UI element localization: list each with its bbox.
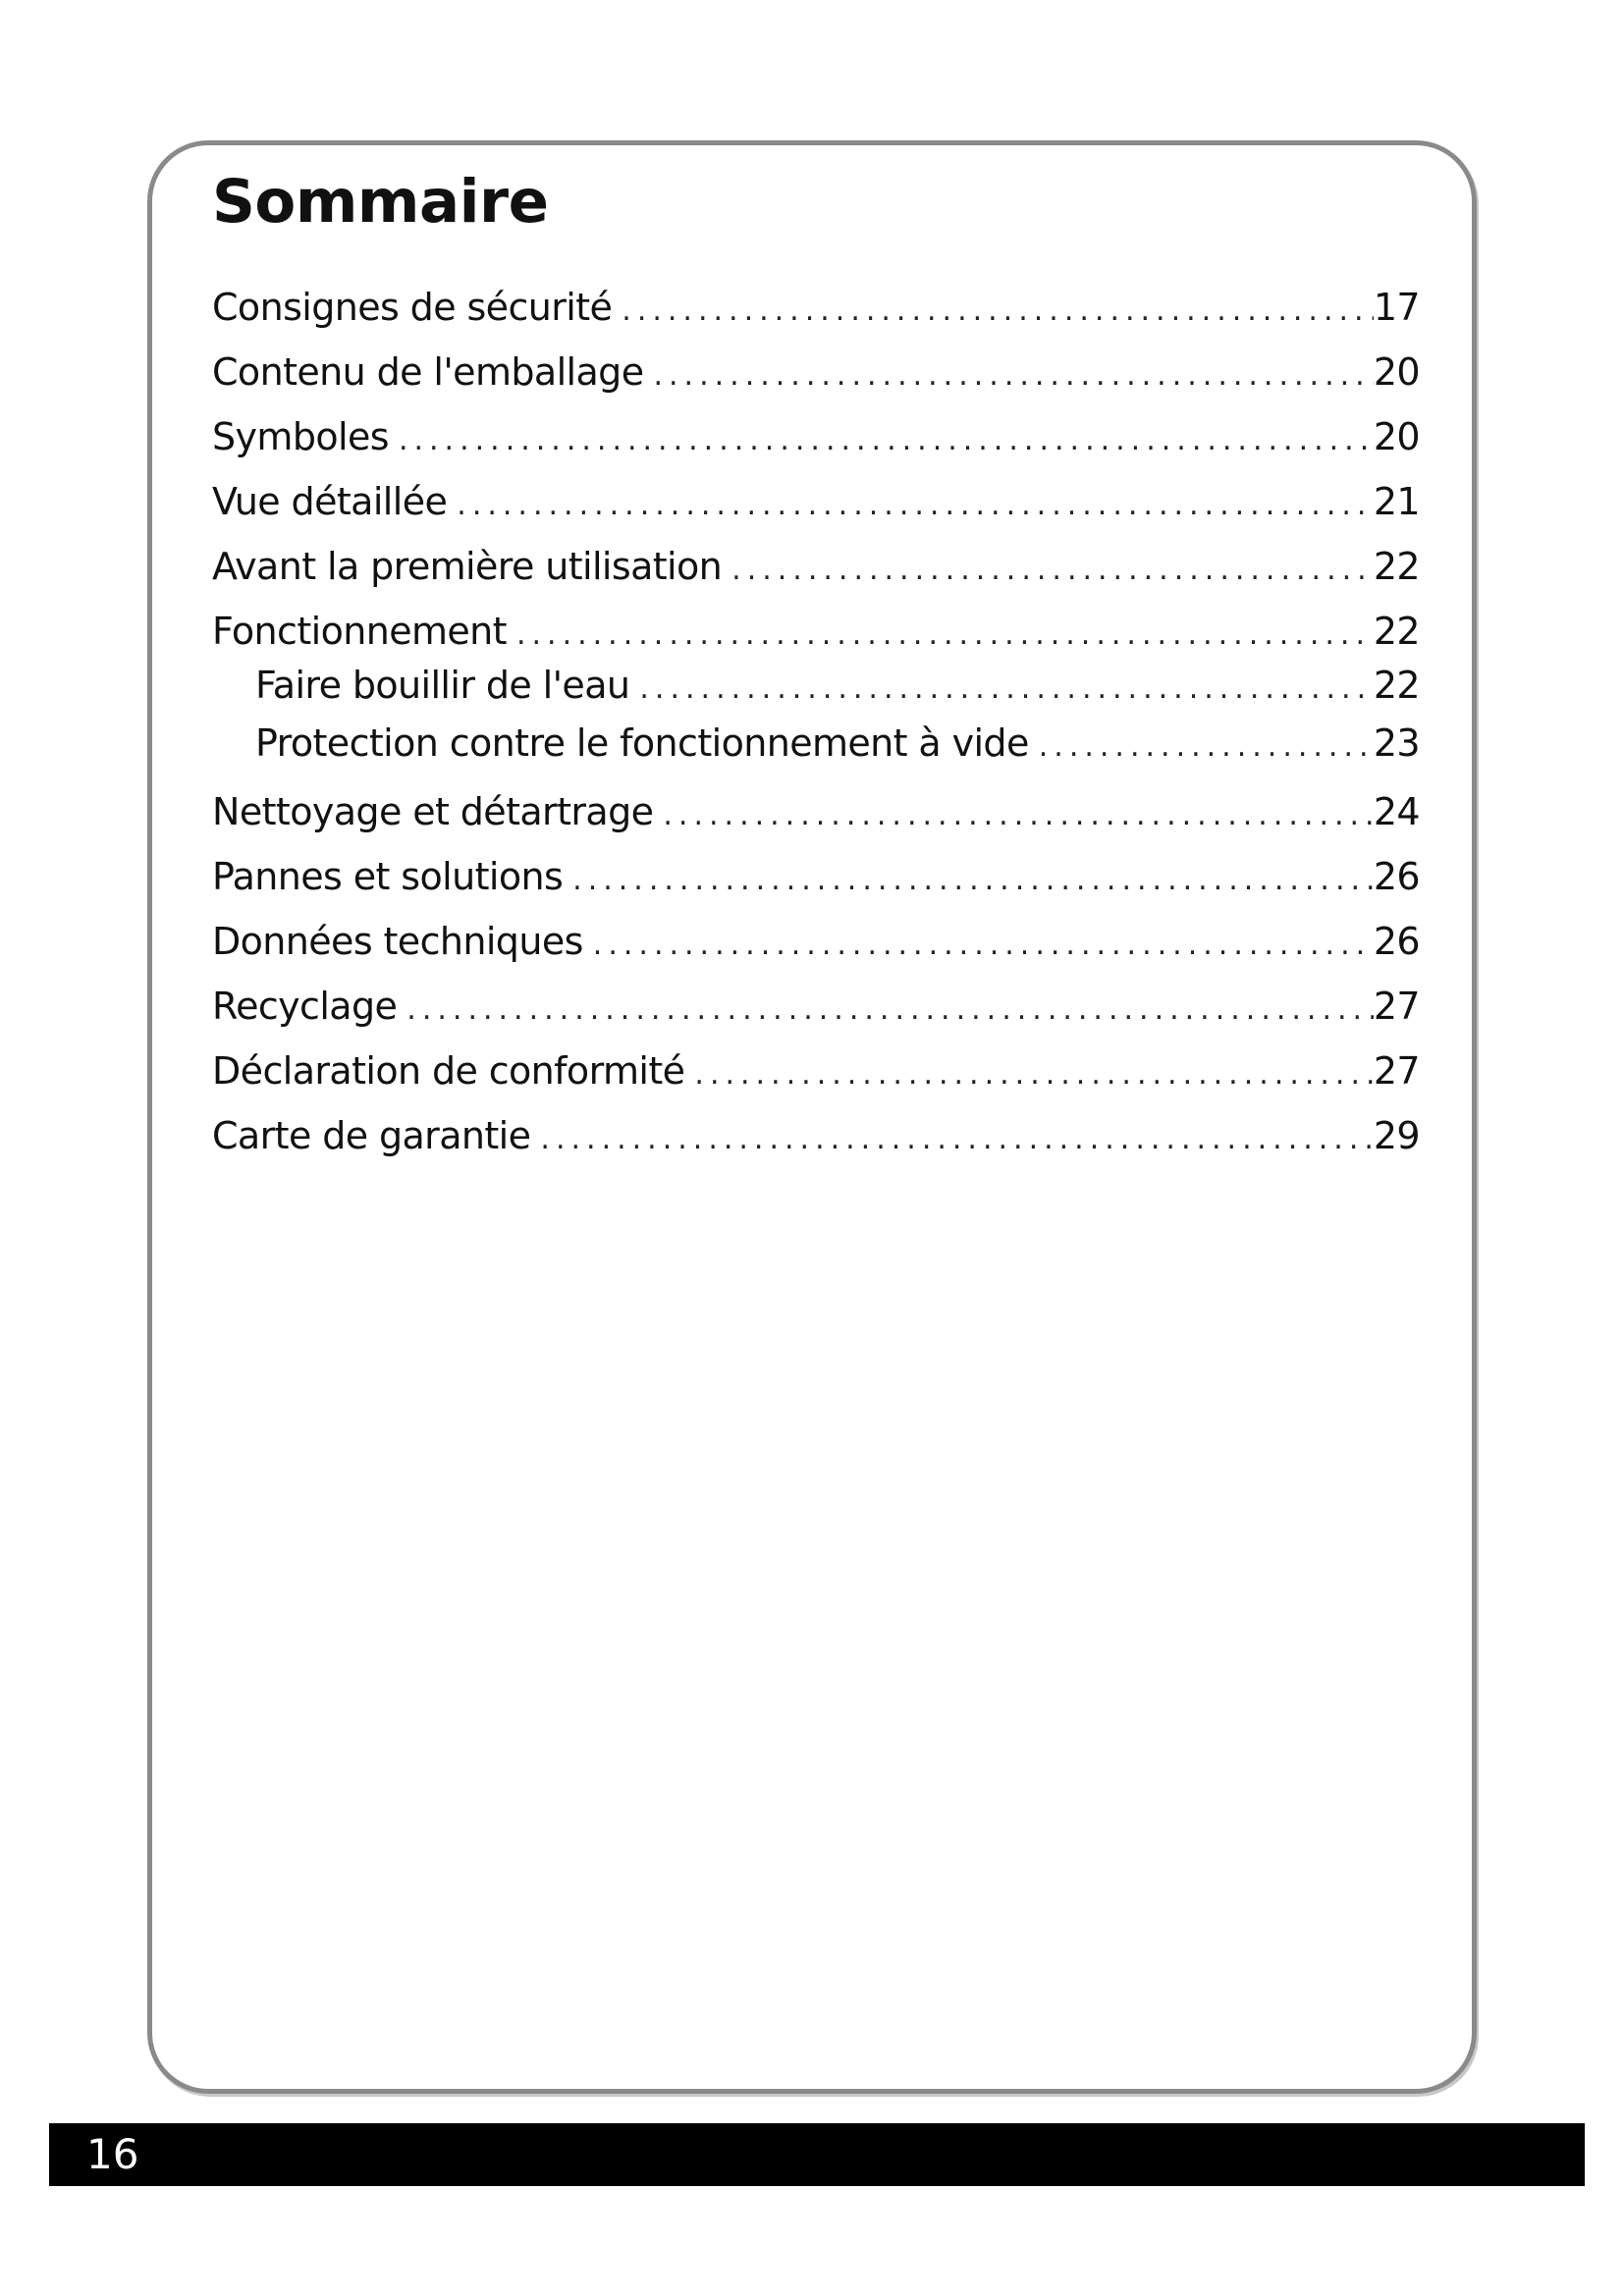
toc-dot-leader	[406, 978, 1374, 1042]
toc-dot-leader	[572, 848, 1374, 913]
toc-dot-leader	[663, 783, 1373, 848]
toc-entry-page: 24	[1373, 790, 1420, 833]
toc-entry[interactable]	[212, 599, 1420, 664]
toc-entry-label: Nettoyage et détartrage	[212, 790, 654, 833]
toc-subentry[interactable]	[212, 715, 1420, 773]
toc-entry-label: Consignes de sécurité	[212, 286, 613, 329]
toc-entry[interactable]	[212, 974, 1420, 1039]
toc-entry[interactable]	[212, 534, 1420, 599]
toc-entry-label: Protection contre le fonctionnement à vide	[255, 721, 1029, 765]
toc-dot-leader	[457, 473, 1374, 538]
toc-dot-leader	[731, 538, 1374, 603]
toc-entry[interactable]	[212, 340, 1420, 404]
toc-entry-page: 22	[1373, 545, 1420, 588]
toc-entry-page: 26	[1373, 920, 1420, 963]
page-number: 16	[86, 2130, 139, 2178]
toc-title: Sommaire	[212, 167, 549, 237]
toc-entry-label: Déclaration de conformité	[212, 1049, 685, 1093]
toc-entry-label: Contenu de l'emballage	[212, 350, 644, 394]
toc-entry[interactable]	[212, 844, 1420, 909]
toc-entry[interactable]	[212, 469, 1420, 534]
toc-entry-page: 20	[1373, 350, 1420, 394]
toc-entry-label: Symboles	[212, 415, 389, 458]
toc-dot-leader	[399, 408, 1374, 473]
toc-entry[interactable]	[212, 1103, 1420, 1168]
toc-entry-page: 22	[1373, 664, 1420, 707]
toc-dot-leader	[1039, 718, 1374, 775]
toc-entry-label: Avant la première utilisation	[212, 545, 723, 588]
toc-entry-page: 23	[1373, 721, 1420, 765]
toc-entry-label: Vue détaillée	[212, 480, 448, 523]
toc-dot-leader	[694, 1042, 1373, 1107]
toc-entry-label: Pannes et solutions	[212, 855, 564, 898]
toc-dot-leader	[593, 913, 1374, 978]
toc-entry-page: 17	[1373, 286, 1420, 329]
toc-entry-page: 29	[1373, 1114, 1420, 1157]
toc-entry-page: 22	[1373, 610, 1420, 653]
toc-entry-label: Fonctionnement	[212, 610, 507, 653]
toc-dot-leader	[653, 344, 1373, 408]
toc-entry[interactable]	[212, 909, 1420, 974]
footer-bar	[49, 2123, 1585, 2186]
toc-subentry[interactable]	[212, 657, 1420, 715]
toc-entry-page: 21	[1373, 480, 1420, 523]
toc-list	[212, 275, 1420, 1168]
toc-dot-leader	[516, 603, 1374, 667]
toc-entry-label: Recyclage	[212, 985, 398, 1028]
toc-entry-label: Faire bouillir de l'eau	[255, 664, 630, 707]
toc-entry-page: 27	[1373, 985, 1420, 1028]
toc-entry-page: 20	[1373, 415, 1420, 458]
toc-entry[interactable]	[212, 275, 1420, 340]
toc-entry-page: 27	[1373, 1049, 1420, 1093]
toc-entry-label: Carte de garantie	[212, 1114, 531, 1157]
toc-dot-leader	[540, 1107, 1373, 1172]
toc-entry[interactable]	[212, 1039, 1420, 1103]
toc-entry[interactable]	[212, 779, 1420, 844]
toc-entry-page: 26	[1373, 855, 1420, 898]
toc-dot-leader	[639, 660, 1373, 718]
toc-entry-label: Données techniques	[212, 920, 583, 963]
toc-dot-leader	[622, 279, 1374, 344]
toc-entry[interactable]	[212, 404, 1420, 469]
